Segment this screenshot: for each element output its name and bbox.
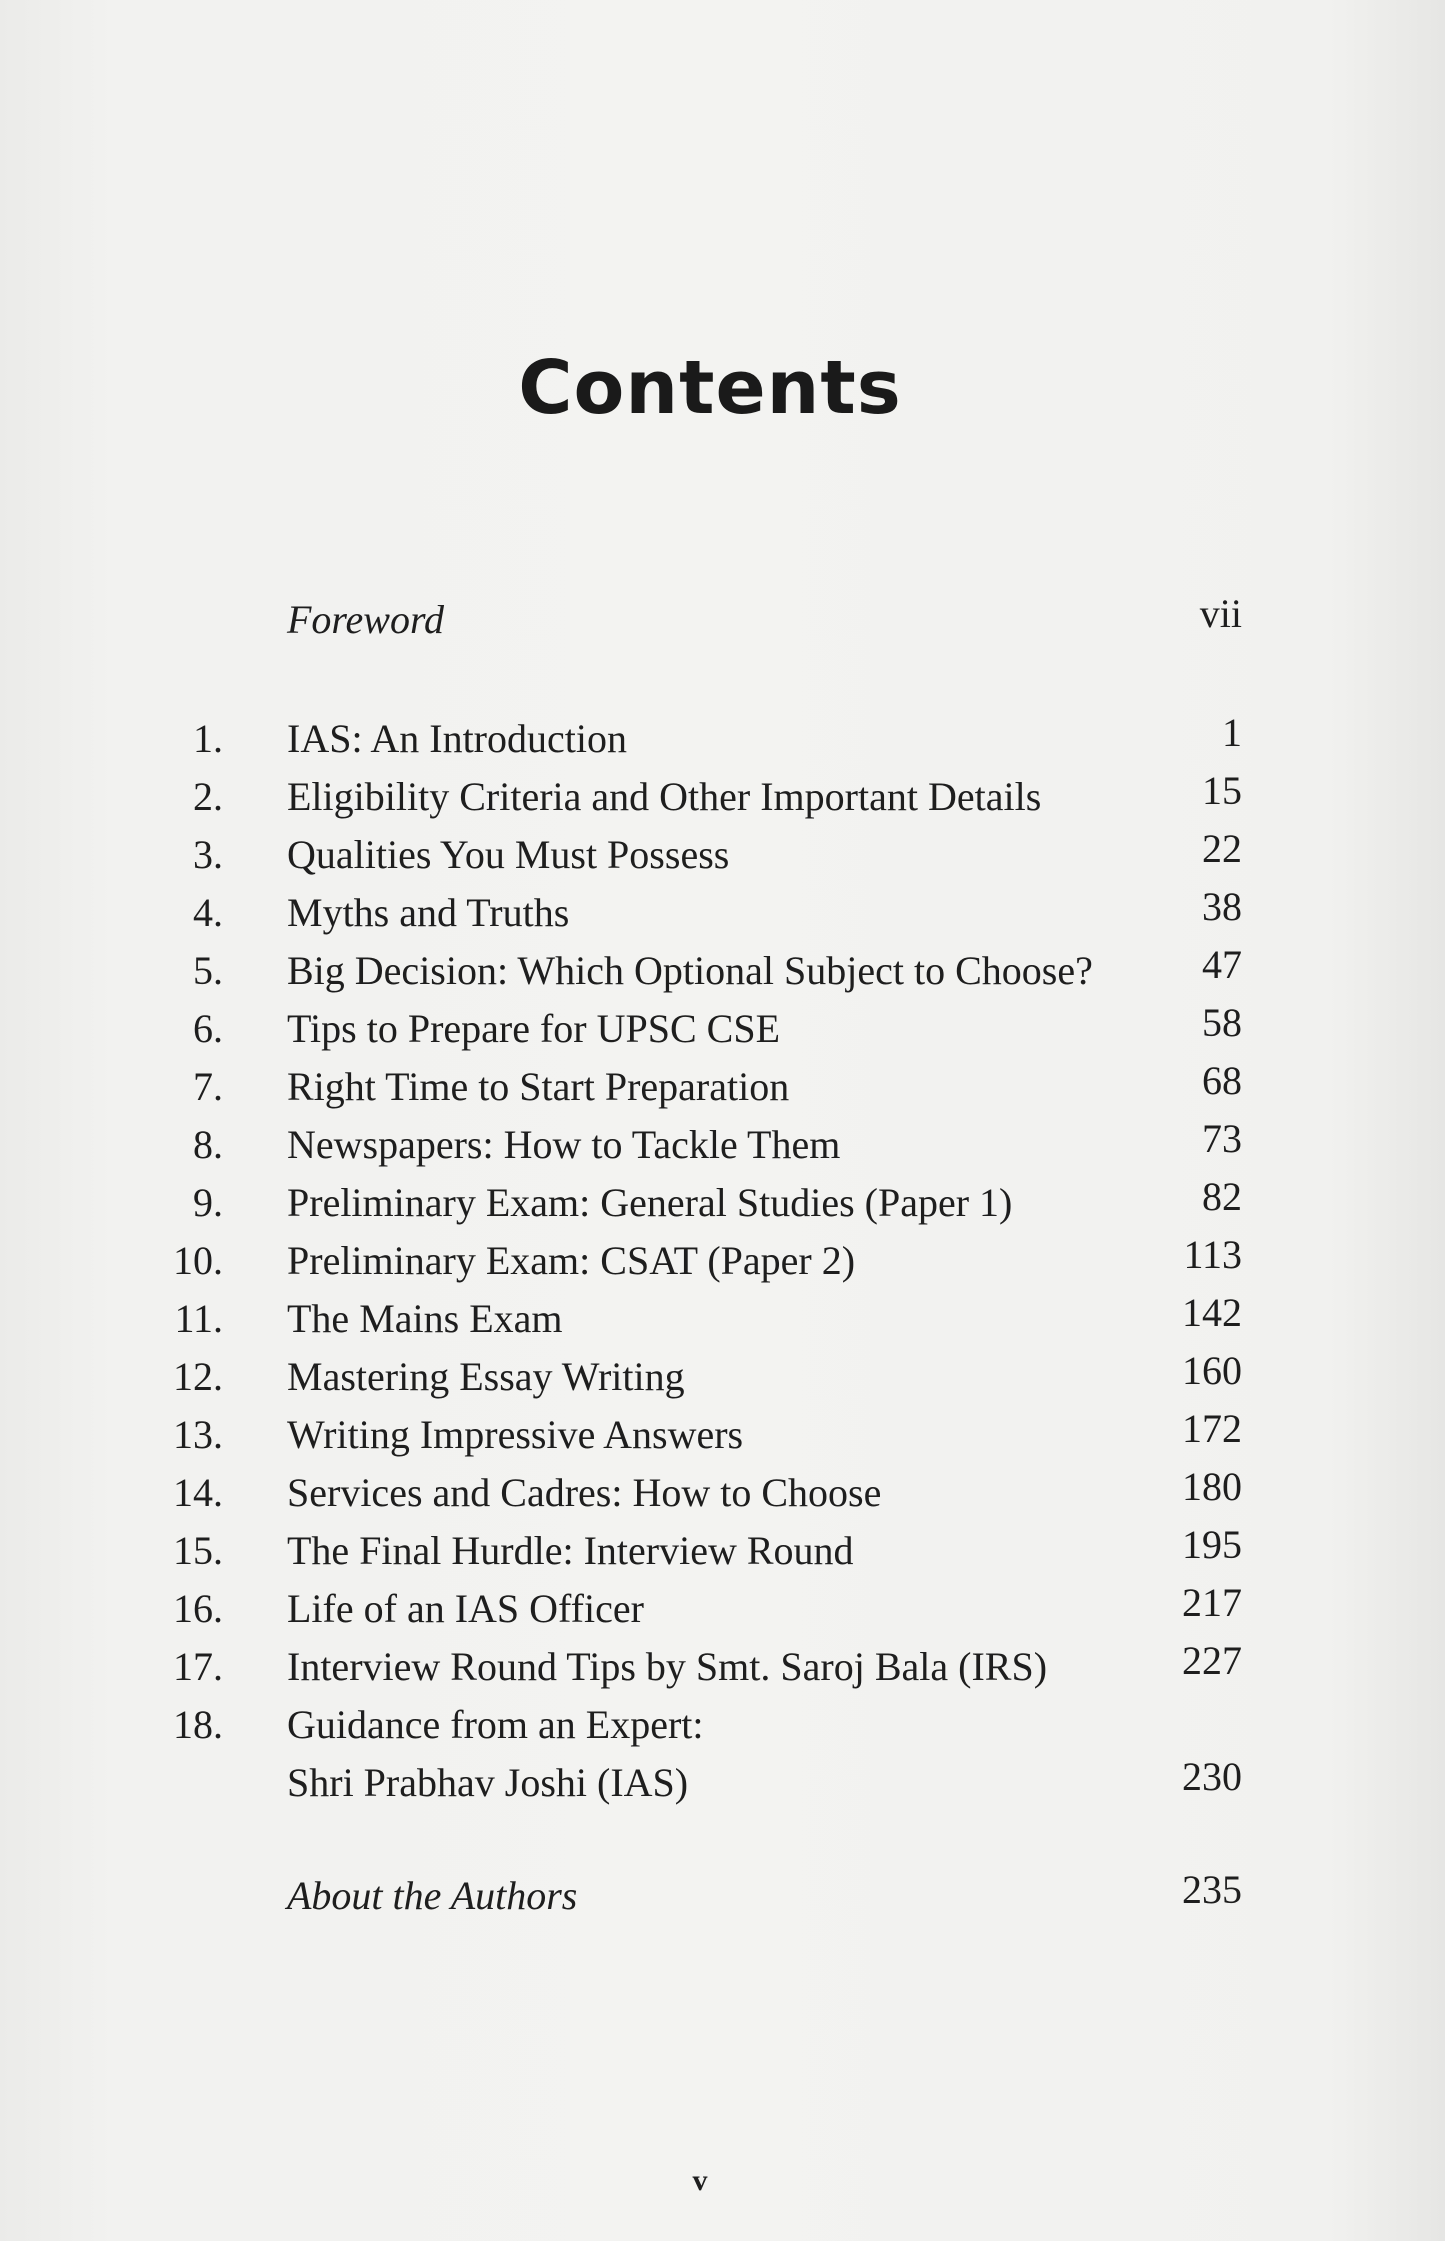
toc-page-number: 22: [1202, 826, 1242, 871]
toc-entry-title: Preliminary Exam: General Studies (Paper 1): [287, 1180, 1013, 1225]
toc-entry-about-authors: [0, 1868, 1445, 1924]
toc-entry-title: Interview Round Tips by Smt. Saroj Bala (IRS): [287, 1644, 1048, 1689]
toc-entry: [0, 1349, 1445, 1405]
toc-entry: [0, 1059, 1445, 1115]
toc-entry-title: Mastering Essay Writing: [287, 1354, 685, 1399]
toc-page-number: 180: [1182, 1464, 1242, 1509]
toc-chapter-number: 9.: [193, 1180, 223, 1225]
page-title: Contents: [518, 345, 902, 431]
toc-page-number: 230: [1182, 1754, 1242, 1799]
toc-entry: [0, 885, 1445, 941]
toc-entry: [0, 943, 1445, 999]
toc-page-number: 195: [1182, 1522, 1242, 1567]
toc-chapter-number: 14.: [173, 1470, 223, 1515]
toc-chapter-number: 12.: [173, 1354, 223, 1399]
toc-page-number: 113: [1183, 1232, 1242, 1277]
toc-page-number: 217: [1182, 1580, 1242, 1625]
toc-entry-title: Guidance from an Expert:: [287, 1702, 704, 1747]
toc-entry-title: Right Time to Start Preparation: [287, 1064, 790, 1109]
toc-page-number: 68: [1202, 1058, 1242, 1103]
toc-entry-title: Big Decision: Which Optional Subject to Choose?: [287, 948, 1093, 993]
toc-page-number: 47: [1202, 942, 1242, 987]
toc-entry: [0, 711, 1445, 767]
toc-entry: [0, 1465, 1445, 1521]
toc-page-number: 160: [1182, 1348, 1242, 1393]
toc-entry-title: The Final Hurdle: Interview Round: [287, 1528, 854, 1573]
toc-chapter-number: 1.: [193, 716, 223, 761]
toc-entry-title-continued: Shri Prabhav Joshi (IAS): [287, 1760, 689, 1805]
toc-page-number: 73: [1202, 1116, 1242, 1161]
toc-entry: [0, 1697, 1445, 1753]
toc-entry-title: The Mains Exam: [287, 1296, 563, 1341]
page-folio: v: [692, 2164, 708, 2197]
toc-entry: [0, 1523, 1445, 1579]
toc-entry-title: Tips to Prepare for UPSC CSE: [287, 1006, 781, 1051]
toc-entry: [0, 1175, 1445, 1231]
toc-page-number: 58: [1202, 1000, 1242, 1045]
toc-entry: [0, 769, 1445, 825]
toc-entry: [0, 1639, 1445, 1695]
toc-entry-foreword: [0, 592, 1445, 648]
toc-entry-title: About the Authors: [287, 1873, 578, 1918]
toc-entry-title: Qualities You Must Possess: [287, 832, 730, 877]
toc-chapter-number: 16.: [173, 1586, 223, 1631]
toc-entry-title: Writing Impressive Answers: [287, 1412, 744, 1457]
toc-page-number: 235: [1182, 1867, 1242, 1912]
toc-entry-title: Eligibility Criteria and Other Important Details: [287, 774, 1042, 819]
toc-chapter-number: 18.: [173, 1702, 223, 1747]
toc-entry-title: Services and Cadres: How to Choose: [287, 1470, 882, 1515]
toc-page-number: vii: [1199, 591, 1242, 636]
toc-chapter-number: 5.: [193, 948, 223, 993]
toc-chapter-number: 8.: [193, 1122, 223, 1167]
toc-page-number: 142: [1182, 1290, 1242, 1335]
toc-chapter-number: 13.: [173, 1412, 223, 1457]
toc-chapter-number: 7.: [193, 1064, 223, 1109]
toc-entry: [0, 1117, 1445, 1173]
toc-page-number: 82: [1202, 1174, 1242, 1219]
toc-entry-title: Newspapers: How to Tackle Them: [287, 1122, 841, 1167]
toc-entry: [0, 1581, 1445, 1637]
toc-entry-title: Myths and Truths: [287, 890, 570, 935]
toc-page-number: 1: [1222, 710, 1242, 755]
toc-entry: [0, 1291, 1445, 1347]
toc-entry-title: Life of an IAS Officer: [287, 1586, 644, 1631]
toc-page-number: 38: [1202, 884, 1242, 929]
toc-page-number: 227: [1182, 1638, 1242, 1683]
toc-page-number: 15: [1202, 768, 1242, 813]
toc-chapter-number: 4.: [193, 890, 223, 935]
toc-entry: [0, 1407, 1445, 1463]
toc-chapter-number: 2.: [193, 774, 223, 819]
toc-entry-title: IAS: An Introduction: [287, 716, 627, 761]
toc-chapter-number: 11.: [174, 1296, 223, 1341]
toc-entry: [0, 1001, 1445, 1057]
toc-chapter-number: 17.: [173, 1644, 223, 1689]
toc-chapter-number: 3.: [193, 832, 223, 877]
toc-entry-continuation: [0, 1755, 1445, 1811]
toc-chapter-number: 15.: [173, 1528, 223, 1573]
toc-chapter-number: 6.: [193, 1006, 223, 1051]
toc-entry-title: Foreword: [287, 597, 445, 642]
toc-entry: [0, 1233, 1445, 1289]
toc-chapter-number: 10.: [173, 1238, 223, 1283]
toc-entry: [0, 827, 1445, 883]
toc-entry-title: Preliminary Exam: CSAT (Paper 2): [287, 1238, 856, 1283]
toc-page-number: 172: [1182, 1406, 1242, 1451]
